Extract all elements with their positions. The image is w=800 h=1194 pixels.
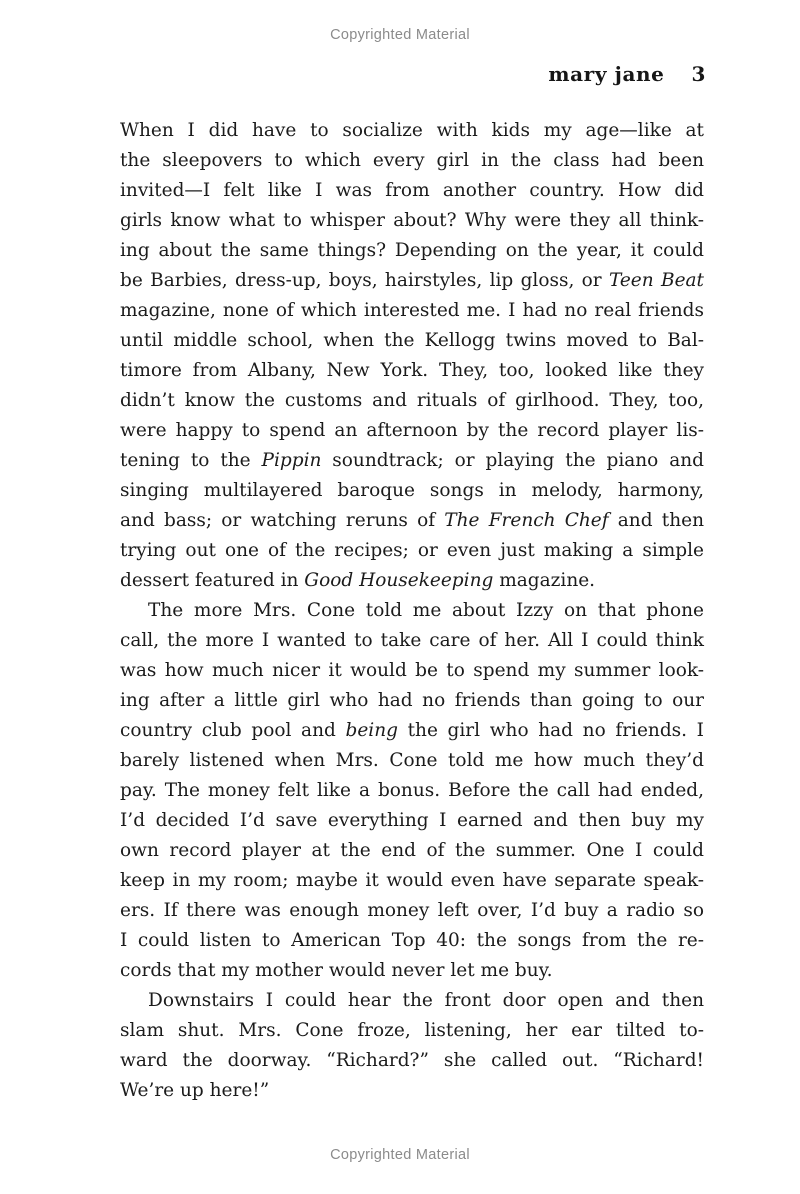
text-line: magazine, none of which interested me. I had no real friends bbox=[120, 300, 704, 321]
text-line: the sleepovers to which every girl in the class had been bbox=[120, 150, 704, 171]
text-line: own record player at the end of the summer. One I could bbox=[120, 840, 704, 861]
text-line: trying out one of the recipes; or even just making a simple bbox=[120, 540, 704, 561]
text-line: I’d decided I’d save everything I earned and then buy my bbox=[120, 810, 704, 831]
text-line: pay. The money felt like a bonus. Before the call had ended, bbox=[120, 780, 704, 801]
text-line: timore from Albany, New York. They, too, looked like they bbox=[120, 360, 704, 381]
text-line: dessert featured in Good Housekeeping magazine. bbox=[120, 570, 596, 591]
body-text bbox=[120, 116, 704, 1106]
book-title: mary jane bbox=[548, 62, 665, 86]
running-head bbox=[548, 62, 706, 86]
text-line: barely listened when Mrs. Cone told me how much they’d bbox=[120, 750, 704, 771]
text-line: ing after a little girl who had no friends than going to our bbox=[120, 690, 704, 711]
text-line: until middle school, when the Kellogg twins moved to Bal- bbox=[120, 330, 704, 351]
text-line: be Barbies, dress-up, boys, hairstyles, lip gloss, or Teen Beat bbox=[120, 270, 704, 291]
text-line: We’re up here!” bbox=[120, 1080, 270, 1101]
copyright-notice-top: Copyrighted Material bbox=[330, 27, 470, 43]
text-line: slam shut. Mrs. Cone froze, listening, her ear tilted to- bbox=[120, 1020, 704, 1041]
page-number: 3 bbox=[691, 62, 706, 86]
text-line: ers. If there was enough money left over, I’d buy a radio so bbox=[120, 900, 704, 921]
text-line: was how much nicer it would be to spend my summer look- bbox=[120, 660, 704, 681]
text-line: The more Mrs. Cone told me about Izzy on that phone bbox=[148, 600, 704, 621]
text-line: were happy to spend an afternoon by the record player lis- bbox=[120, 420, 704, 441]
text-line: invited—I felt like I was from another country. How did bbox=[120, 180, 704, 201]
copyright-notice-bottom: Copyrighted Material bbox=[330, 1147, 470, 1163]
text-line: and bass; or watching reruns of The French Chef and then bbox=[120, 510, 704, 531]
text-line: didn’t know the customs and rituals of girlhood. They, too, bbox=[120, 390, 704, 411]
text-line: When I did have to socialize with kids my age—like at bbox=[120, 120, 704, 141]
text-line: tening to the Pippin soundtrack; or playing the piano and bbox=[120, 450, 704, 471]
text-line: country club pool and being the girl who had no friends. I bbox=[120, 720, 704, 741]
text-line: singing multilayered baroque songs in melody, harmony, bbox=[120, 480, 704, 501]
text-line: cords that my mother would never let me buy. bbox=[120, 960, 553, 981]
text-line: ing about the same things? Depending on the year, it could bbox=[120, 240, 704, 261]
text-line: ward the doorway. “Richard?” she called out. “Richard! bbox=[120, 1050, 704, 1071]
text-line: keep in my room; maybe it would even have separate speak- bbox=[120, 870, 704, 891]
text-line: Downstairs I could hear the front door open and then bbox=[148, 990, 704, 1011]
text-line: call, the more I wanted to take care of her. All I could think bbox=[120, 630, 704, 651]
text-line: I could listen to American Top 40: the songs from the re- bbox=[120, 930, 704, 951]
text-line: girls know what to whisper about? Why were they all think- bbox=[120, 210, 704, 231]
